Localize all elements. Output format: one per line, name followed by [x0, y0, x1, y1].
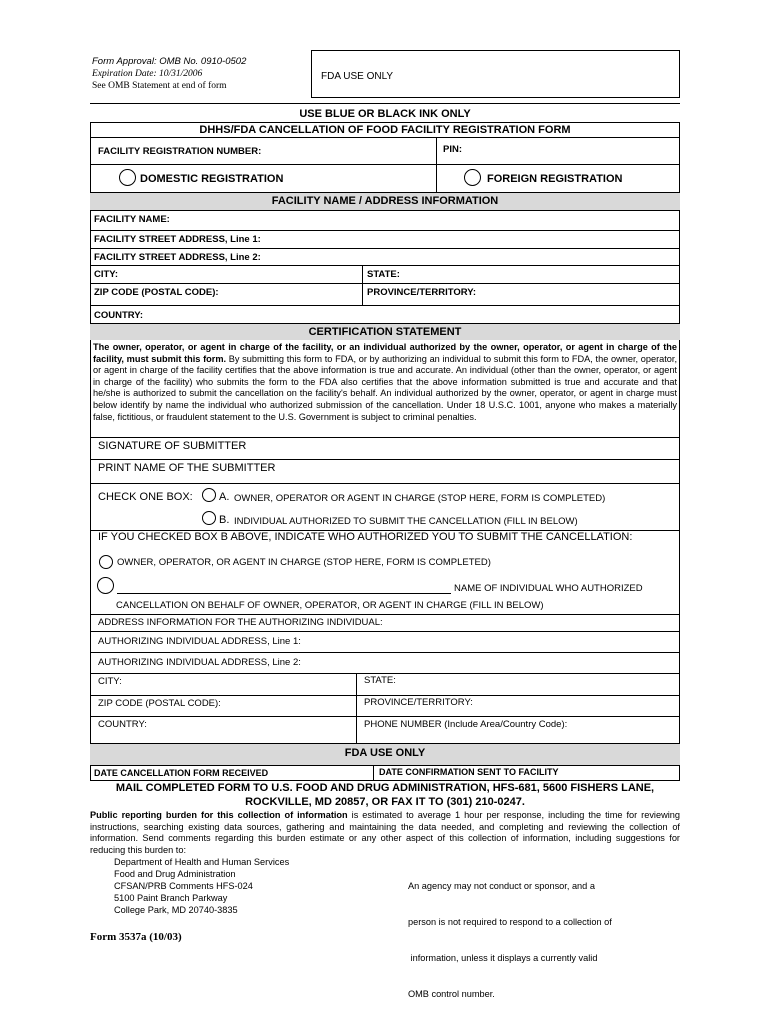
certification-body-text: By submitting this form to FDA, or by authorizing an individual to submit this form to FDA, the owner, operator, or agent in charge of the facility certifies that the above information is true and accurate. An individual (other than the owner, operator, or agent in charge of the facility) who submits the form to the FDA also certifies that the above information submitted is true and accurate and that he/she is authorized to submit the cancellation on the facility's behalf. An individual authorized by the owner, operator, or agent in charge must below identify by name the individual who authorized submission of the cancellation. Under 18 U.S.C. 1001, anyone who makes a materially false, fictitious, or fraudulent statement to the U.S. Government is subject to criminal penalties. — [93, 353, 677, 422]
foreign-registration-label: FOREIGN REGISTRATION — [487, 173, 623, 185]
signature-field[interactable] — [90, 437, 680, 459]
auth-address1-field[interactable] — [90, 631, 680, 652]
registration-number-field[interactable] — [90, 137, 680, 165]
address-line: Department of Health and Human Services — [114, 857, 290, 867]
date-confirmation-label: DATE CONFIRMATION SENT TO FACILITY — [379, 767, 559, 777]
fda-use-only-box — [311, 50, 680, 98]
domestic-registration-label: DOMESTIC REGISTRATION — [140, 173, 284, 185]
option-a-radio[interactable] — [202, 488, 216, 502]
form-number: Form 3537a (10/03) — [90, 931, 182, 943]
on-behalf-label: CANCELLATION ON BEHALF OF OWNER, OPERATOR, OR AGENT IN CHARGE (FILL IN BELOW) — [116, 600, 544, 611]
facility-street2-label: FACILITY STREET ADDRESS, Line 2: — [94, 252, 261, 263]
address-line: CFSAN/PRB Comments HFS-024 — [114, 881, 253, 891]
agency-notice — [408, 856, 612, 1012]
burden-address — [114, 856, 289, 916]
burden-text: is estimated to average 1 hour per response, including the time for reviewing instructions, searching existing data sources, gathering and maintaining the data needed, and completing and reviewing the collection of information. Send comments regarding this burden estimate or any other aspect of this collection of information, including suggestions for reducing this burden to: — [90, 810, 680, 855]
ink-notice: USE BLUE OR BLACK INK ONLY — [299, 108, 471, 120]
facility-street1-field[interactable] — [90, 230, 680, 248]
expiration-date: Expiration Date: 10/31/2006 — [92, 69, 203, 79]
authorized-by-owner-label: OWNER, OPERATOR, OR AGENT IN CHARGE (STOP HERE, FORM IS COMPLETED) — [117, 557, 491, 568]
certification-statement — [93, 342, 677, 423]
notice-line: person is not required to respond to a collection of — [408, 917, 612, 927]
auth-address2-label: AUTHORIZING INDIVIDUAL ADDRESS, Line 2: — [98, 657, 301, 668]
registration-number-label: FACILITY REGISTRATION NUMBER: — [98, 146, 262, 157]
address-line: College Park, MD 20740-3835 — [114, 905, 238, 915]
auth-province-label: PROVINCE/TERRITORY: — [364, 697, 473, 708]
address-info-row — [90, 614, 680, 631]
facility-province-label: PROVINCE/TERRITORY: — [367, 287, 477, 298]
address-line: 5100 Paint Branch Parkway — [114, 893, 228, 903]
fda-use-only-label: FDA USE ONLY — [321, 71, 394, 82]
print-name-label: PRINT NAME OF THE SUBMITTER — [98, 462, 276, 474]
authorizing-name-line[interactable] — [117, 593, 451, 594]
fda-use-only-title: FDA USE ONLY — [344, 747, 426, 759]
facility-state-label: STATE: — [367, 269, 400, 280]
option-a-letter: A. — [219, 491, 230, 503]
date-received-label: DATE CANCELLATION FORM RECEIVED — [94, 768, 269, 778]
burden-statement — [90, 810, 680, 856]
facility-city-label: CITY: — [94, 269, 119, 280]
authorizing-name-label: NAME OF INDIVIDUAL WHO AUTHORIZED — [454, 583, 643, 594]
facility-street1-label: FACILITY STREET ADDRESS, Line 1: — [94, 234, 261, 245]
authorization-heading: IF YOU CHECKED BOX B ABOVE, INDICATE WHO AUTHORIZED YOU TO SUBMIT THE CANCELLATION: — [98, 531, 633, 543]
auth-phone-label: PHONE NUMBER (Include Area/Country Code): — [364, 719, 568, 730]
certification-bold-text: The owner, operator, or agent in charge of the facility, or an individual authorized by the owner, operator, or agent in charge of the facility, must submit this form. — [93, 342, 677, 364]
facility-name-label: FACILITY NAME: — [94, 214, 170, 225]
form-approval: Form Approval: OMB No. 0910-0502 — [92, 56, 247, 67]
auth-address1-label: AUTHORIZING INDIVIDUAL ADDRESS, Line 1: — [98, 636, 301, 647]
option-b-label: INDIVIDUAL AUTHORIZED TO SUBMIT THE CANCELLATION (FILL IN BELOW) — [234, 516, 578, 527]
address-info-label: ADDRESS INFORMATION FOR THE AUTHORIZING INDIVIDUAL: — [98, 617, 383, 628]
form-title: DHHS/FDA CANCELLATION OF FOOD FACILITY REGISTRATION FORM — [199, 124, 571, 136]
burden-bold: Public reporting burden for this collection of information — [90, 810, 348, 820]
option-b-letter: B. — [219, 514, 230, 526]
notice-line: OMB control number. — [408, 989, 495, 999]
facility-country-field[interactable] — [90, 305, 680, 323]
mail-instructions-line2: ROCKVILLE, MD 20857, OR FAX IT TO (301) 210-0247. — [245, 796, 525, 808]
facility-section-header — [90, 192, 680, 210]
foreign-registration-radio[interactable] — [464, 169, 481, 186]
print-name-field[interactable] — [90, 459, 680, 483]
auth-zip-label: ZIP CODE (POSTAL CODE): — [98, 698, 221, 709]
facility-zip-label: ZIP CODE (POSTAL CODE): — [94, 287, 219, 298]
omb-statement-note: See OMB Statement at end of form — [92, 81, 227, 91]
signature-label: SIGNATURE OF SUBMITTER — [98, 440, 247, 452]
auth-city-label: CITY: — [98, 676, 122, 687]
auth-country-label: COUNTRY: — [98, 719, 147, 730]
notice-line: An agency may not conduct or sponsor, and a — [408, 881, 595, 891]
domestic-registration-radio[interactable] — [119, 169, 136, 186]
notice-line: information, unless it displays a currently valid — [408, 953, 598, 963]
check-one-label: CHECK ONE BOX: — [98, 491, 193, 503]
authorized-by-owner-radio[interactable] — [99, 555, 113, 569]
option-a-label: OWNER, OPERATOR OR AGENT IN CHARGE (STOP HERE, FORM IS COMPLETED) — [234, 493, 606, 504]
facility-name-field[interactable] — [90, 210, 680, 230]
mail-instructions-line1: MAIL COMPLETED FORM TO U.S. FOOD AND DRUG ADMINISTRATION, HFS-681, 5600 FISHERS LANE, — [115, 782, 655, 794]
certification-header — [90, 323, 680, 340]
authorized-by-individual-radio[interactable] — [97, 577, 114, 594]
auth-address2-field[interactable] — [90, 652, 680, 673]
address-line: Food and Drug Administration — [114, 869, 236, 879]
fda-use-only-section — [90, 743, 680, 765]
option-b-radio[interactable] — [202, 511, 216, 525]
facility-country-label: COUNTRY: — [94, 310, 144, 321]
auth-state-label: STATE: — [364, 675, 396, 686]
pin-label: PIN: — [443, 144, 462, 155]
certification-title: CERTIFICATION STATEMENT — [308, 326, 462, 338]
facility-street2-field[interactable] — [90, 248, 680, 265]
facility-section-title: FACILITY NAME / ADDRESS INFORMATION — [271, 195, 499, 207]
